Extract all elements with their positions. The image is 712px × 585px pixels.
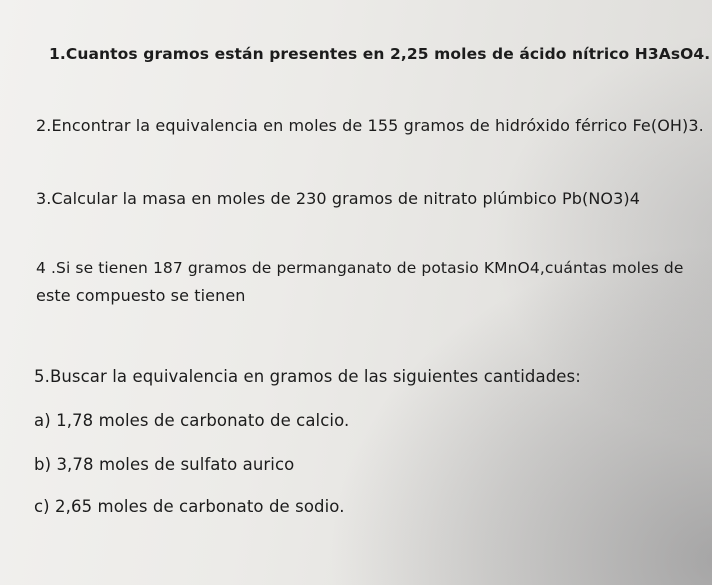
question-3: 3.Calcular la masa en moles de 230 gramos de nitrato plúmbico Pb(NO3)4 (36, 189, 640, 208)
question-5-item-a: a) 1,78 moles de carbonato de calcio. (34, 411, 350, 430)
question-1: 1.Cuantos gramos están presentes en 2,25 moles de ácido nítrico H3AsO4. (49, 45, 711, 63)
question-4-line-1: 4 .Si se tienen 187 gramos de permanganato de potasio KMnO4,cuántas moles de (36, 259, 684, 277)
question-5: 5.Buscar la equivalencia en gramos de las siguientes cantidades: (34, 367, 581, 386)
question-2: 2.Encontrar la equivalencia en moles de 155 gramos de hidróxido férrico Fe(OH)3. (36, 116, 704, 135)
question-5-item-b: b) 3,78 moles de sulfato aurico (34, 455, 295, 474)
question-5-item-c: c) 2,65 moles de carbonato de sodio. (34, 497, 345, 516)
question-4-line-2: este compuesto se tienen (36, 286, 246, 305)
